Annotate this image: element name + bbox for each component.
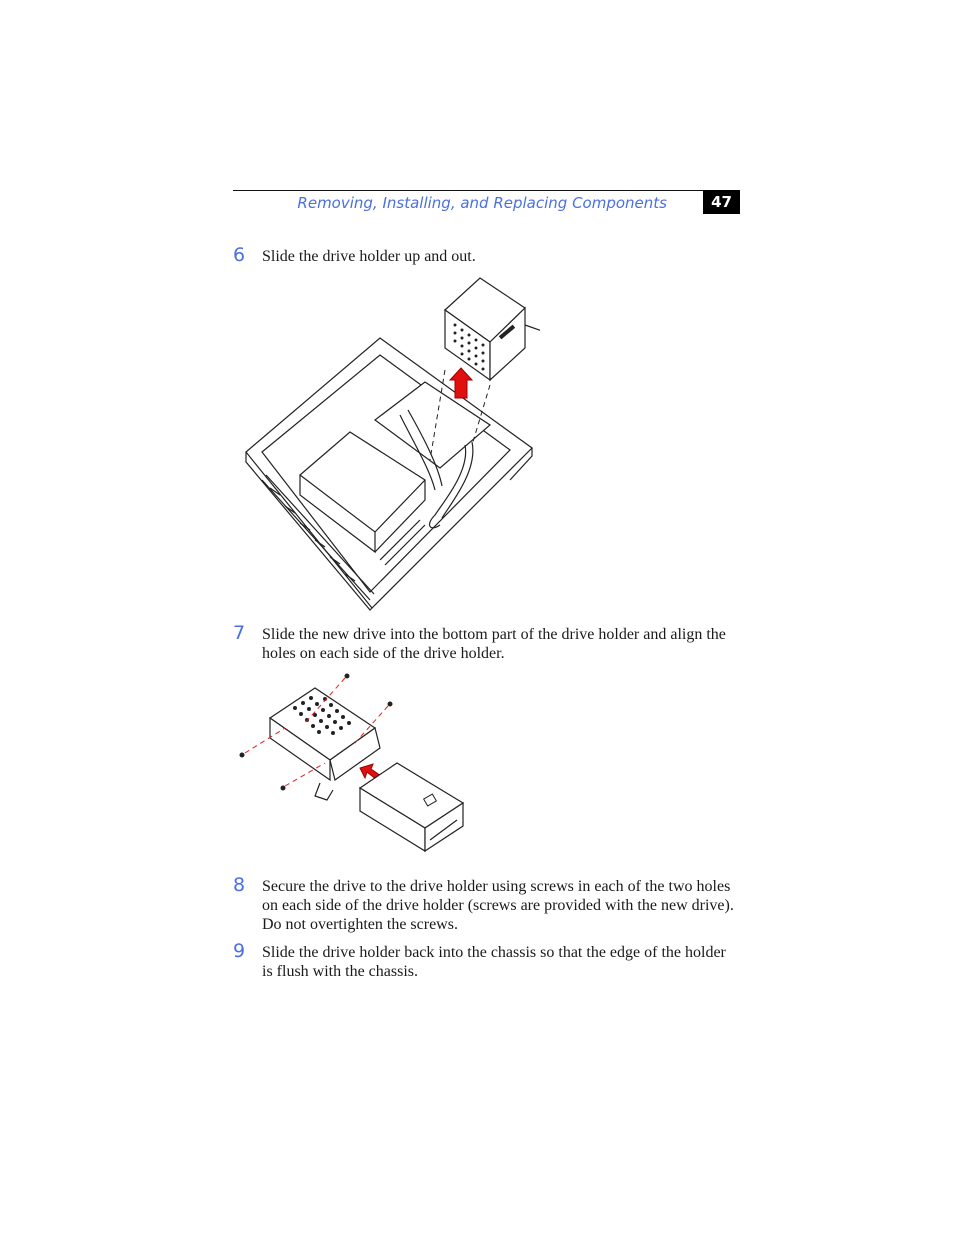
step-text: Slide the new drive into the bottom part of the drive holder and align the holes on each side of the drive holder. xyxy=(262,626,726,662)
drive-into-holder-illustration xyxy=(235,668,470,858)
drive-holder-cage xyxy=(445,278,540,380)
step-text: Slide the drive holder up and out. xyxy=(262,248,476,265)
chassis-drive-holder-illustration xyxy=(240,270,540,615)
page-number: 47 xyxy=(703,190,740,214)
step-number: 8 xyxy=(233,874,246,896)
step-7 xyxy=(233,622,740,663)
step-number: 7 xyxy=(233,622,246,644)
header-rule xyxy=(233,190,740,191)
step-number: 9 xyxy=(233,940,246,962)
step-8 xyxy=(233,874,740,934)
running-header-title: Removing, Installing, and Replacing Components xyxy=(297,194,667,212)
step-6 xyxy=(233,244,740,266)
step-text: Secure the drive to the drive holder using screws in each of the two holes on each side of the drive holder (screws are provided with the new drive). Do not overtighten the screws. xyxy=(262,878,734,933)
step-9 xyxy=(233,940,740,981)
step-text: Slide the drive holder back into the chassis so that the edge of the holder is flush with the chassis. xyxy=(262,944,726,980)
drive-holder xyxy=(270,688,380,800)
step-number: 6 xyxy=(233,244,246,266)
